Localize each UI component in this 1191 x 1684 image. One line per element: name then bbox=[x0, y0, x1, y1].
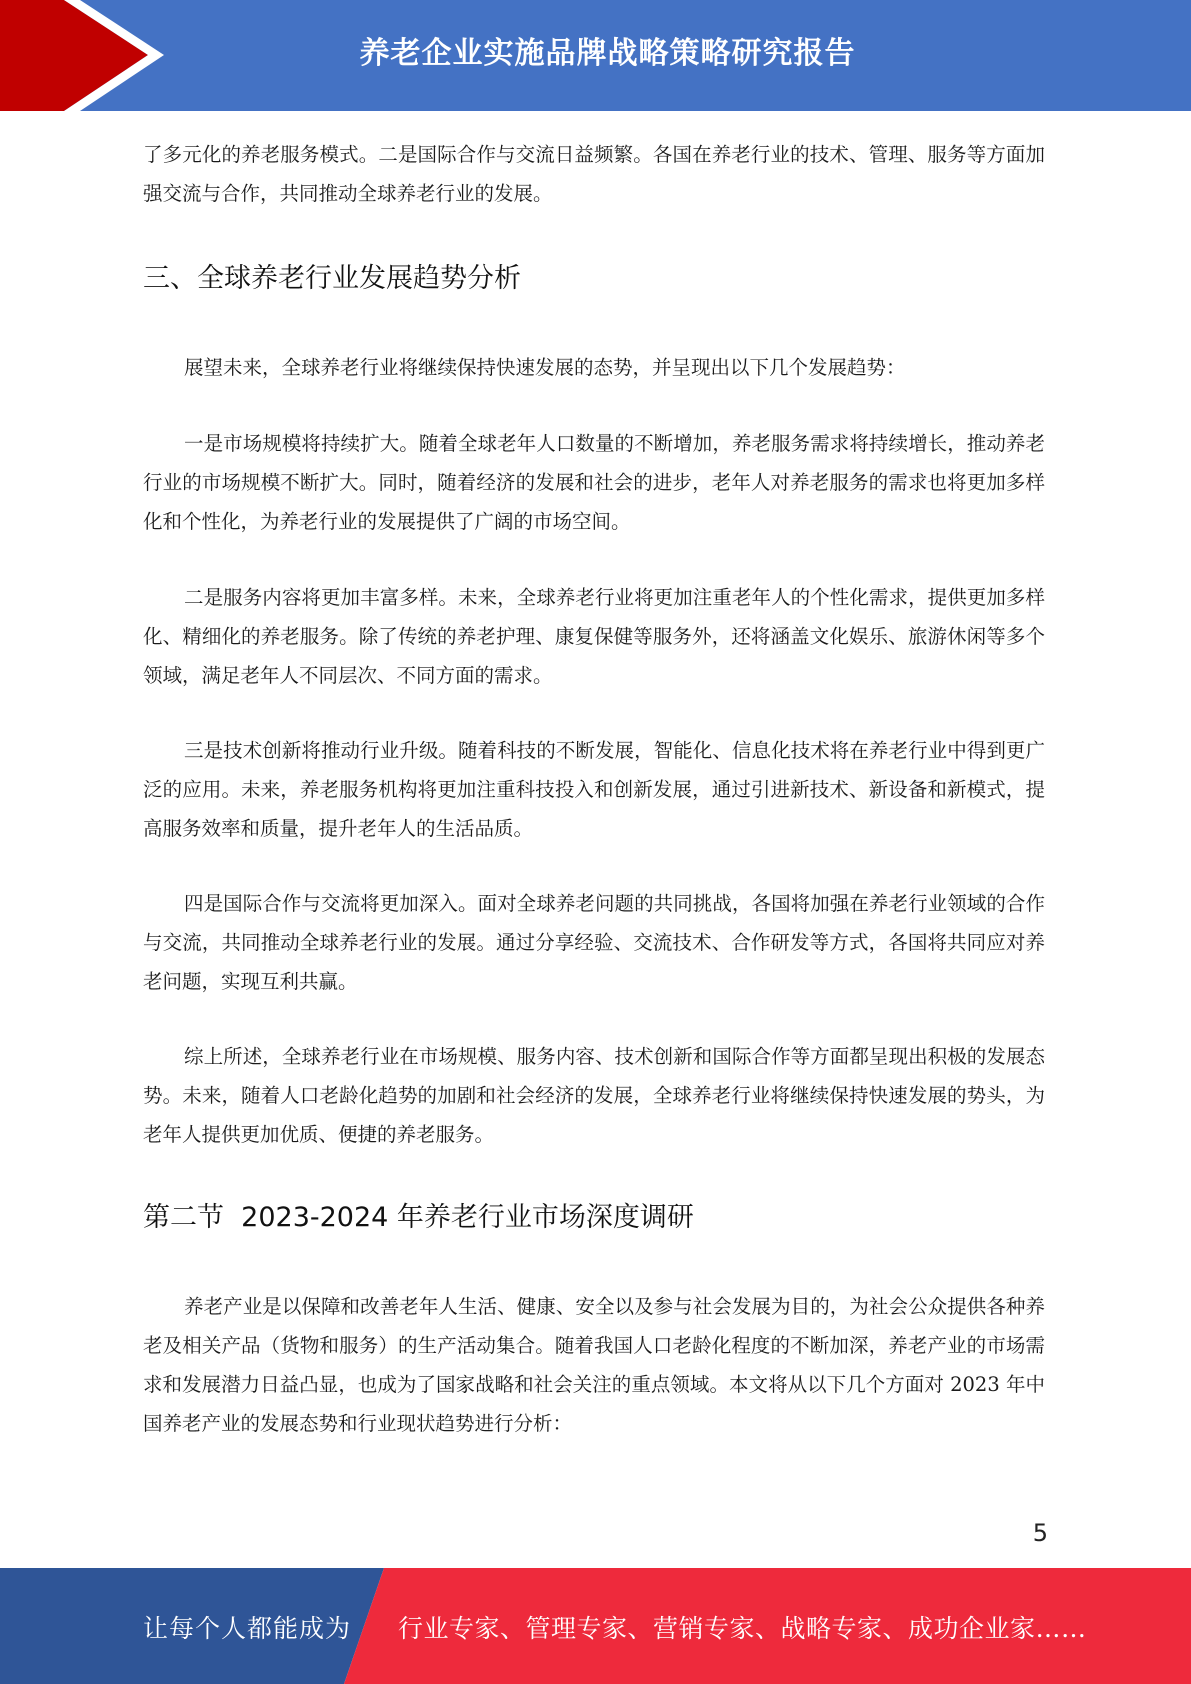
paragraph-trend-3: 三是技术创新将推动行业升级。随着科技的不断发展，智能化、信息化技术将在养老行业中得到更广泛的应用。未来，养老服务机构将更加注重科技投入和创新发展，通过引进新技术、新设备和新模式，提高服务效率和质量，提升老年人的生活品质。 bbox=[143, 739, 1045, 840]
paragraph-continuation: 了多元化的养老服务模式。二是国际合作与交流日益频繁。各国在养老行业的技术、管理、服务等方面加强交流与合作，共同推动全球养老行业的发展。 bbox=[143, 143, 1045, 205]
page-number: 5 bbox=[1032, 1519, 1048, 1547]
report-title: 养老企业实施品牌战略策略研究报告 bbox=[359, 36, 856, 71]
paragraph-outlook: 展望未来，全球养老行业将继续保持快速发展的态势，并呈现出以下几个发展趋势： bbox=[184, 356, 906, 379]
paragraph-trend-2: 二是服务内容将更加丰富多样。未来，全球养老行业将更加注重老年人的个性化需求，提供更加多样化、精细化的养老服务。除了传统的养老护理、康复保健等服务外，还将涵盖文化娱乐、旅游休闲等多个领域，满足老年人不同层次、不同方面的需求。 bbox=[143, 586, 1045, 687]
paragraph-trend-1: 一是市场规模将持续扩大。随着全球老年人口数量的不断增加，养老服务需求将持续增长，推动养老行业的市场规模不断扩大。同时，随着经济的发展和社会的进步，老年人对养老服务的需求也将更加多样化和个性化，为养老行业的发展提供了广阔的市场空间。 bbox=[143, 432, 1045, 533]
footer-slogan-right: 行业专家、管理专家、营销专家、战略专家、成功企业家…… bbox=[398, 1614, 1087, 1643]
section-heading-2: 第二节 2023-2024 年养老行业市场深度调研 bbox=[143, 1202, 694, 1233]
paragraph-industry: 养老产业是以保障和改善老年人生活、健康、安全以及参与社会发展为目的，为社会公众提供各种养老及相关产品（货物和服务）的生产活动集合。随着我国人口老龄化程度的不断加深，养老产业的市场需求和发展潜力日益凸显，也成为了国家战略和社会关注的重点领域。本文将从以下几个方面对 2023 年中国养老产业的发展态势和行业现状趋势进行分析： bbox=[143, 1295, 1045, 1435]
page-footer bbox=[0, 1568, 1191, 1684]
page-header bbox=[0, 0, 1191, 111]
paragraph-summary: 综上所述，全球养老行业在市场规模、服务内容、技术创新和国际合作等方面都呈现出积极的发展态势。未来，随着人口老龄化趋势的加剧和社会经济的发展，全球养老行业将继续保持快速发展的势头，为老年人提供更加优质、便捷的养老服务。 bbox=[143, 1045, 1045, 1146]
section-heading-3: 三、全球养老行业发展趋势分析 bbox=[143, 263, 521, 294]
footer-slogan-left: 让每个人都能成为 bbox=[143, 1614, 352, 1643]
paragraph-trend-4: 四是国际合作与交流将更加深入。面对全球养老问题的共同挑战，各国将加强在养老行业领域的合作与交流，共同推动全球养老行业的发展。通过分享经验、交流技术、合作研发等方式，各国将共同应对养老问题，实现互利共赢。 bbox=[143, 892, 1045, 993]
